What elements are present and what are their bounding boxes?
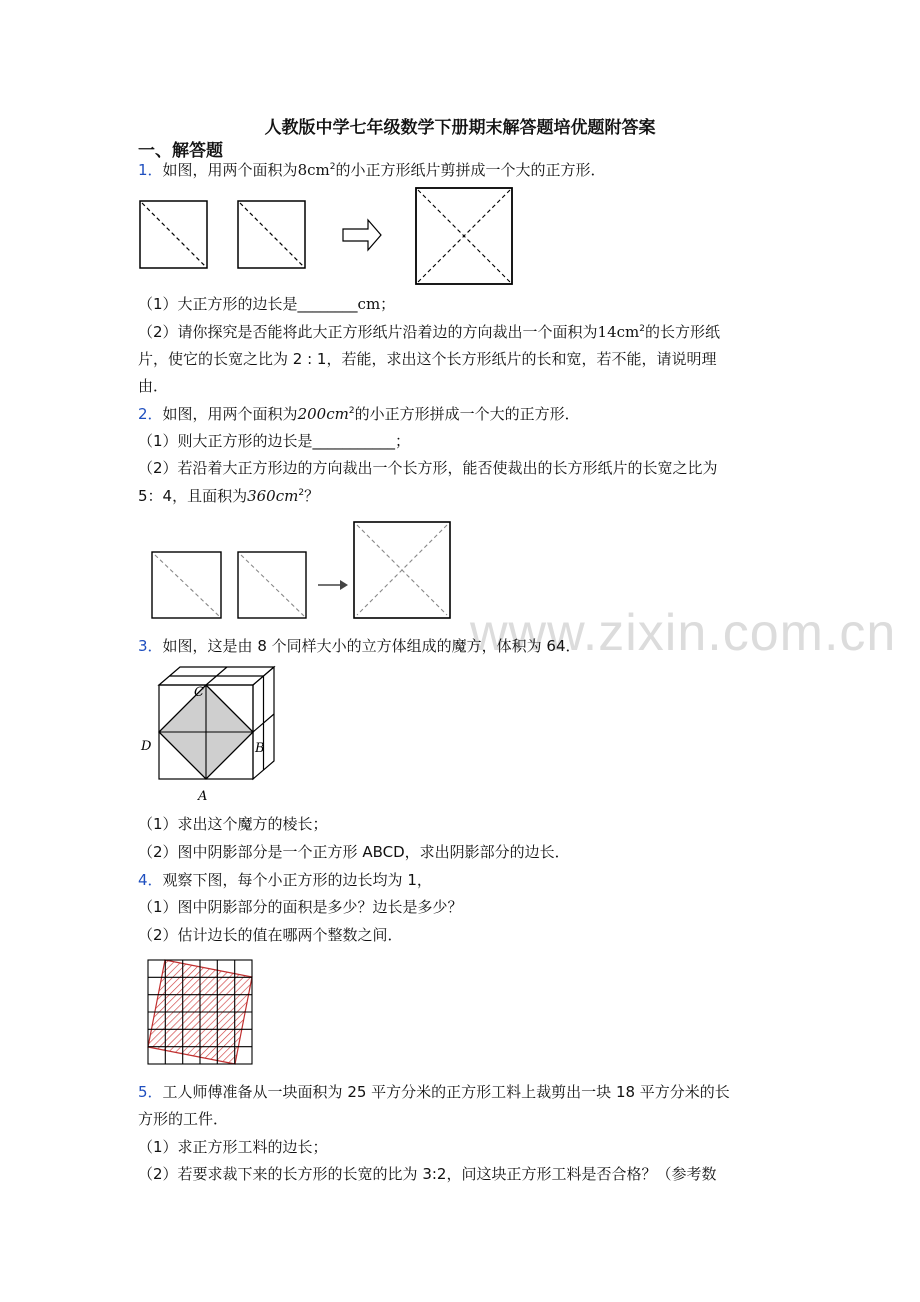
q3-label-c: C [194, 685, 204, 700]
q5-part2: （2）若要求裁下来的长方形的长宽的比为 3:2，问这块正方形工料是否合格？（参考数 [138, 1165, 717, 1183]
q1-part2-line3: 由． [138, 377, 169, 395]
q1-figure [138, 186, 528, 286]
q4-part1: （1）图中阴影部分的面积是多少？边长是多少？ [138, 898, 463, 916]
q1-small-square-2 [238, 201, 305, 268]
q3-part2: （2）图中阴影部分是一个正方形 ABCD，求出阴影部分的边长． [138, 843, 570, 861]
q1-part1: （1）大正方形的边长是________cm； [138, 295, 396, 313]
q1-large-square [416, 188, 512, 284]
q2-part1: （1）则大正方形的边长是___________； [138, 432, 411, 450]
q1-number: 1． [138, 161, 163, 179]
q4-part2: （2）估计边长的值在哪两个整数之间． [138, 926, 403, 944]
q5-number: 5． [138, 1083, 163, 1101]
q5-stem-line2: 方形的工件． [138, 1110, 229, 1128]
q2-small-square-2 [238, 552, 306, 618]
q3-label-b: B [255, 741, 265, 756]
q2-number: 2． [138, 405, 163, 423]
q1-part2-line2: 片，使它的长宽之比为 2 : 1，若能，求出这个长方形纸片的长和宽，若不能，请说明理 [138, 350, 717, 368]
q2-part2-line1: （2）若沿着大正方形边的方向裁出一个长方形，能否使裁出的长方形纸片的长宽之比为 [138, 459, 718, 477]
q2-part2-line2: 5：4，且面积为$360cm^2$？ [138, 487, 320, 505]
q4-number: 4． [138, 871, 163, 889]
watermark: www.zixin.com.cn [470, 604, 897, 662]
page-title: 人教版中学七年级数学下册期末解答题培优题附答案 [264, 118, 656, 138]
q2-large-square [354, 522, 450, 618]
q2-small-square-1 [152, 552, 221, 618]
q1-stem: 1．如图，用两个面积为$8cm^2$的小正方形纸片剪拼成一个大的正方形． [138, 161, 606, 179]
section-heading: 一、解答题 [138, 141, 223, 161]
q3-number: 3． [138, 637, 163, 655]
q3-label-d: D [141, 739, 152, 754]
q3-stem: 3．如图，这是由 8 个同样大小的立方体组成的魔方，体积为 64． [138, 637, 581, 655]
q3-part1: （1）求出这个魔方的棱长； [138, 815, 328, 833]
q5-stem-line1: 5．工人师傅准备从一块面积为 25 平方分米的正方形工料上裁剪出一块 18 平方分米的长 [138, 1083, 730, 1101]
q1-arrow-icon [343, 220, 381, 250]
q2-figure [150, 520, 455, 620]
q2-stem: 2．如图，用两个面积为$200cm^2$的小正方形拼成一个大的正方形． [138, 405, 580, 423]
q1-small-square-1 [140, 201, 207, 268]
q5-part1: （1）求正方形工料的边长； [138, 1138, 328, 1156]
q2-arrow-icon [318, 580, 348, 590]
q4-grid-figure [144, 956, 260, 1068]
q3-label-a: A [198, 789, 208, 804]
q1-part2-line1: （2）请你探究是否能将此大正方形纸片沿着边的方向裁出一个面积为$14cm^2$的长方形纸 [138, 323, 721, 341]
q3-cube-figure [138, 662, 298, 804]
q4-stem: 4．观察下图，每个小正方形的边长均为 1， [138, 871, 432, 889]
